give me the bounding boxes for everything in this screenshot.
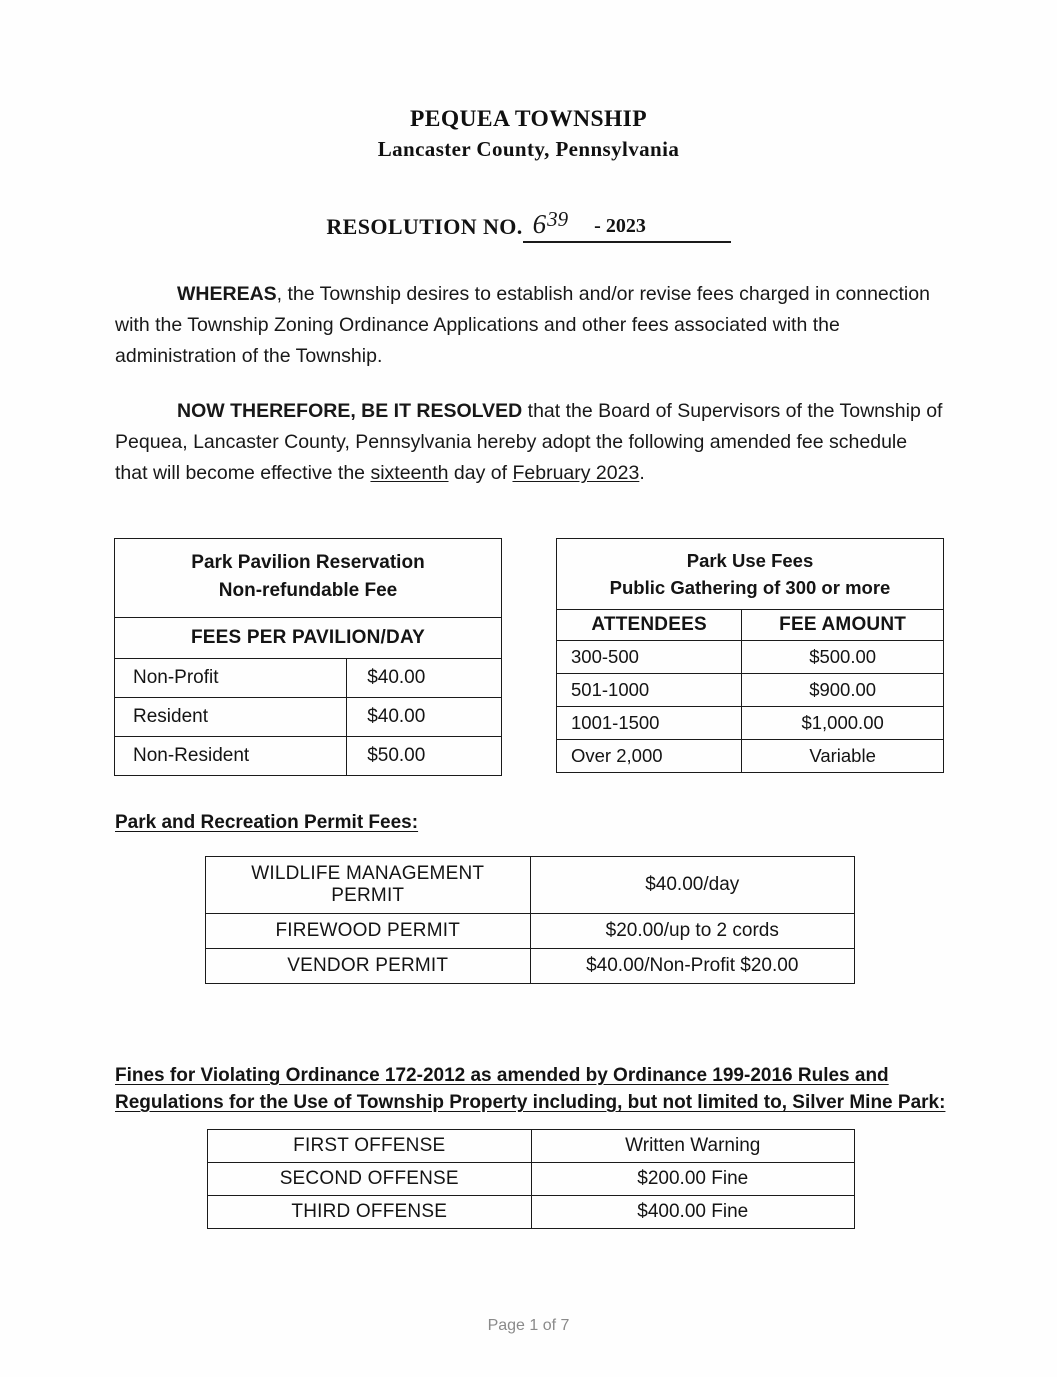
whereas-lead: WHEREAS bbox=[177, 283, 277, 305]
whereas-body: , the Township desires to establish and/or revise fees charged in connection with the Township Zoning Ordinance Applications and other fees associated with the administration of the Township. bbox=[115, 283, 930, 367]
permit-fees-table bbox=[205, 856, 855, 984]
offense-name: THIRD OFFENSE bbox=[208, 1196, 532, 1229]
resolution-number-line bbox=[0, 209, 1057, 243]
offense-name: FIRST OFFENSE bbox=[208, 1130, 532, 1163]
park-use-attendees: 501-1000 bbox=[557, 674, 742, 707]
pavilion-title-line-1: Park Pavilion Reservation bbox=[191, 552, 425, 573]
resolved-paragraph bbox=[115, 396, 945, 489]
offense-penalty: $200.00 Fine bbox=[531, 1163, 855, 1196]
fines-heading-line-1: Fines for Violating Ordinance 172-2012 as amended by Ordinance 199-2016 Rules and bbox=[115, 1065, 889, 1086]
fines-section-heading bbox=[115, 1062, 957, 1116]
table-row bbox=[557, 740, 944, 773]
effective-day: sixteenth bbox=[370, 462, 449, 484]
effective-month-year: February 2023 bbox=[512, 462, 640, 484]
park-use-fees-table bbox=[556, 538, 944, 773]
handwritten-resolution-number: $6^{39}$ bbox=[532, 207, 569, 239]
park-use-title-line-2: Public Gathering of 300 or more bbox=[609, 577, 891, 598]
table-row bbox=[115, 539, 502, 618]
park-use-attendees: Over 2,000 bbox=[557, 740, 742, 773]
park-use-attendees: 1001-1500 bbox=[557, 707, 742, 740]
table-header-row bbox=[557, 610, 944, 641]
resolved-body-2: day of bbox=[448, 462, 513, 484]
column-header-fee-amount: FEE AMOUNT bbox=[742, 610, 944, 641]
pavilion-subheader: FEES PER PAVILION/DAY bbox=[115, 618, 502, 659]
table-row bbox=[557, 539, 944, 610]
permit-section-heading: Park and Recreation Permit Fees: bbox=[115, 812, 419, 833]
offense-penalty: Written Warning bbox=[531, 1130, 855, 1163]
resolved-body-1: that the Board of Supervisors of the Township of Pequea, Lancaster County, Pennsylvania hereby adopt the following amended fee schedule that will become effective the bbox=[115, 400, 943, 484]
pavilion-row-name: Non-Resident bbox=[115, 737, 347, 776]
park-use-title-line-1: Park Use Fees bbox=[686, 550, 814, 571]
permit-value: $40.00/day bbox=[530, 857, 855, 914]
document-header bbox=[0, 0, 1057, 243]
table-row bbox=[115, 659, 502, 698]
fines-section bbox=[0, 1062, 1057, 1222]
page-footer: Page 1 of 7 bbox=[487, 1317, 570, 1334]
park-pavilion-reservation-table bbox=[114, 538, 502, 776]
park-use-fee: $500.00 bbox=[742, 641, 944, 674]
pavilion-row-name: Resident bbox=[115, 698, 347, 737]
permit-name: VENDOR PERMIT bbox=[206, 949, 531, 984]
table-row bbox=[208, 1196, 855, 1229]
permit-name: WILDLIFE MANAGEMENT PERMIT bbox=[206, 857, 531, 914]
pavilion-row-amount: $40.00 bbox=[347, 659, 502, 698]
township-name: PEQUEA TOWNSHIP bbox=[410, 106, 647, 132]
table-row bbox=[115, 698, 502, 737]
table-row bbox=[557, 641, 944, 674]
table-row bbox=[208, 1130, 855, 1163]
table-row bbox=[208, 1163, 855, 1196]
permit-name: FIREWOOD PERMIT bbox=[206, 914, 531, 949]
permit-value: $20.00/up to 2 cords bbox=[530, 914, 855, 949]
pavilion-title-line-2: Non-refundable Fee bbox=[218, 580, 398, 601]
table-row bbox=[115, 737, 502, 776]
column-header-attendees: ATTENDEES bbox=[557, 610, 742, 641]
resolution-year: - 2023 bbox=[594, 215, 646, 237]
offense-penalty: $400.00 Fine bbox=[531, 1196, 855, 1229]
park-use-fee: $1,000.00 bbox=[742, 707, 944, 740]
document-body bbox=[115, 279, 945, 489]
offense-name: SECOND OFFENSE bbox=[208, 1163, 532, 1196]
pavilion-row-amount: $40.00 bbox=[347, 698, 502, 737]
resolved-body-3: . bbox=[639, 462, 645, 484]
table-row bbox=[557, 674, 944, 707]
fines-heading-line-2: Regulations for the Use of Township Property including, but not limited to, Silver Mine Park: bbox=[115, 1092, 946, 1113]
permit-value: $40.00/Non-Profit $20.00 bbox=[530, 949, 855, 984]
park-use-table-title bbox=[557, 539, 944, 610]
table-row bbox=[115, 618, 502, 659]
park-recreation-permit-section bbox=[0, 812, 1057, 976]
park-use-fee: $900.00 bbox=[742, 674, 944, 707]
fines-table bbox=[207, 1129, 855, 1229]
pavilion-table-title bbox=[115, 539, 502, 618]
pavilion-row-name: Non-Profit bbox=[115, 659, 347, 698]
table-row bbox=[206, 857, 855, 914]
county-state: Lancaster County, Pennsylvania bbox=[377, 137, 680, 161]
table-row bbox=[206, 914, 855, 949]
park-use-fee: Variable bbox=[742, 740, 944, 773]
whereas-paragraph bbox=[115, 279, 945, 372]
park-use-attendees: 300-500 bbox=[557, 641, 742, 674]
resolution-label: RESOLUTION NO. bbox=[326, 214, 523, 239]
resolution-number-blank bbox=[523, 209, 731, 243]
fee-tables-row bbox=[0, 538, 1057, 766]
resolved-lead: NOW THEREFORE, BE IT RESOLVED bbox=[177, 400, 523, 422]
table-row bbox=[206, 949, 855, 984]
table-row bbox=[557, 707, 944, 740]
pavilion-row-amount: $50.00 bbox=[347, 737, 502, 776]
